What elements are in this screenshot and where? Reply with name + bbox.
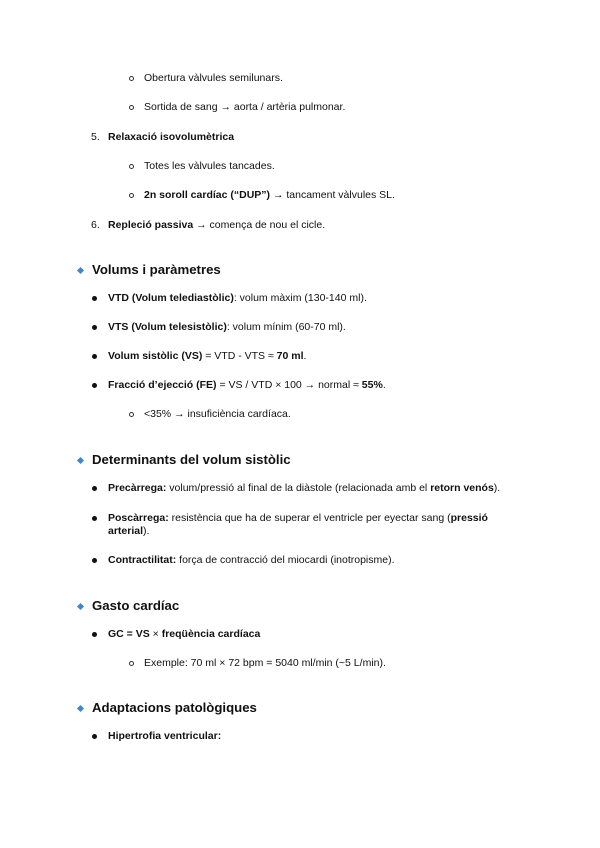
disc-bullet-icon <box>92 558 97 563</box>
bold-text: freqüència cardíaca <box>161 628 261 640</box>
bold-text: Contractilitat: <box>108 554 177 566</box>
bold-text: Repleció passiva <box>108 219 194 231</box>
circle-bullet-icon <box>129 76 134 81</box>
list-item <box>108 292 367 305</box>
bold-text: arterial <box>108 525 144 537</box>
bold-text: pressió <box>450 512 488 524</box>
list-item <box>108 482 500 495</box>
list-item <box>108 379 386 392</box>
list-item: Exemple: 70 ml × 72 bpm = 5040 ml/min (~5 L/min). <box>144 657 386 669</box>
section-heading: Volums i paràmetres <box>92 262 221 277</box>
list-item: <35% → insuficiència cardíaca. <box>144 408 291 420</box>
diamond-bullet-icon <box>77 603 84 610</box>
text: ). <box>493 482 501 494</box>
list-item <box>108 554 395 567</box>
diamond-bullet-icon <box>77 457 84 464</box>
disc-bullet-icon <box>92 296 97 301</box>
circle-bullet-icon <box>129 193 134 198</box>
list-number: 6. <box>91 219 100 231</box>
list-number: 5. <box>91 131 100 143</box>
text: → comença de nou el cicle. <box>193 219 326 231</box>
list-item <box>108 321 346 334</box>
disc-bullet-icon <box>92 383 97 388</box>
circle-bullet-icon <box>129 661 134 666</box>
disc-bullet-icon <box>92 516 97 521</box>
list-item: Relaxació isovolumètrica <box>108 131 235 143</box>
text: → tancament vàlvules SL. <box>270 189 395 201</box>
text: = VS / VTD × 100 → normal ≈ <box>216 379 362 391</box>
bold-text: Volum sistòlic (VS) <box>108 350 203 362</box>
list-item: Totes les vàlvules tancades. <box>144 160 275 172</box>
disc-bullet-icon <box>92 734 97 739</box>
bold-text: 70 ml <box>276 350 304 362</box>
list-item: Sortida de sang → aorta / artèria pulmonar. <box>144 101 346 113</box>
bold-text: Fracció d’ejecció (FE) <box>108 379 217 391</box>
text: = VTD - VTS ≈ <box>202 350 277 362</box>
list-item: Obertura vàlvules semilunars. <box>144 72 283 84</box>
circle-bullet-icon <box>129 412 134 417</box>
text: volum/pressió al final de la diàstole (relacionada amb el <box>166 482 431 494</box>
list-item <box>108 512 488 525</box>
list-item: Hipertrofia ventricular: <box>108 730 222 742</box>
text: ). <box>143 525 150 537</box>
bold-text: 55% <box>361 379 383 391</box>
bold-text: 2n soroll cardíac (“DUP”) <box>144 189 271 201</box>
bold-text: GC = VS <box>108 628 150 640</box>
bold-text: retorn venós <box>430 482 494 494</box>
text: × <box>149 628 162 640</box>
circle-bullet-icon <box>129 164 134 169</box>
bold-text: Poscàrrega: <box>108 512 169 524</box>
circle-bullet-icon <box>129 105 134 110</box>
text: força de contracció del miocardi (inotropisme). <box>176 554 395 566</box>
section-heading: Gasto cardíac <box>92 598 180 613</box>
bold-text: VTD (Volum telediastòlic) <box>108 292 234 304</box>
text: . <box>303 350 307 362</box>
bold-text: VTS (Volum telesistòlic) <box>108 321 227 333</box>
disc-bullet-icon <box>92 486 97 491</box>
disc-bullet-icon <box>92 632 97 637</box>
list-item <box>108 350 306 363</box>
section-heading: Determinants del volum sistòlic <box>92 452 291 467</box>
list-item <box>144 189 395 202</box>
disc-bullet-icon <box>92 354 97 359</box>
text: : volum mínim (60-70 ml). <box>226 321 346 333</box>
list-item <box>108 219 325 232</box>
diamond-bullet-icon <box>77 705 84 712</box>
text: . <box>382 379 386 391</box>
diamond-bullet-icon <box>77 267 84 274</box>
text: resistència que ha de superar el ventricle per eyectar sang ( <box>168 512 451 524</box>
list-item <box>108 628 260 641</box>
disc-bullet-icon <box>92 325 97 330</box>
bold-text: Precàrrega: <box>108 482 167 494</box>
section-heading: Adaptacions patològiques <box>92 700 257 715</box>
text: : volum màxim (130-140 ml). <box>233 292 367 304</box>
list-item-continuation <box>108 525 149 538</box>
